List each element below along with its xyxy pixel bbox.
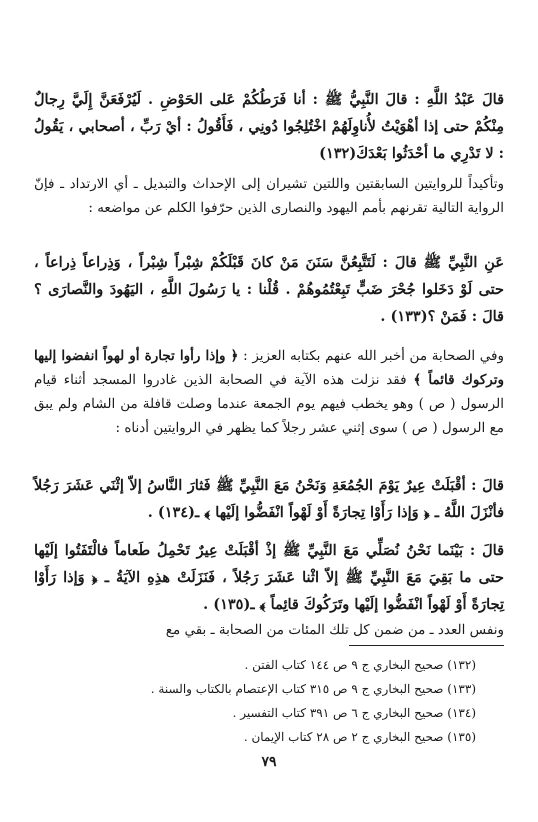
- prose-paragraph-1: وتأكيداً للروايتين السابقتين واللتين تشيران إلى الإحداث والتبديل ـ أي الارتداد ـ فإنّ الرواية التالية تقرنهم بأمم اليهود والنصارى الذين حرّفوا الكلم عن مواضعه :: [34, 176, 504, 216]
- prose-intro: وفي الصحابة من أخبر الله عنهم بكتابه العزيز :: [243, 348, 504, 364]
- page-number: ٧٩: [261, 754, 277, 770]
- hadith-paragraph-4: قالَ : بَيْنَما نَحْنُ نُصَلِّي مَعَ النَّبِيِّ ﷺ إذْ أقْبَلَتْ عِيرٌ تَحْمِلُ طَعاماً فالْتَفَتُوا إلَيْها حتى ما بَقِيَ مَعَ النَّبِيِّ ﷺ إلاّ اثْنا عَشَرَ رَجُلاً ، فَنَزَلَتْ هذِهِ الآيَةُ ـ ﴿ وَإذا رَأَوْا تِجارَةً أَوْ لَهْواً انْفَضُّوا إلَيْها وتَرَكُوكَ قائِماً ﴾ ـ(١٣٥) .: [34, 542, 504, 613]
- quran-quote: ﴿ وإذا رأوا تجارة أو لهواً انفضوا إليها وتركوك قائماً ﴾: [34, 348, 504, 388]
- book-page: [34, 0, 504, 822]
- hadith-paragraph-3: قالَ : أقْبَلَتْ عِيرٌ يَوْمَ الجُمُعَةِ وَنَحْنُ مَعَ النَّبِيِّ ﷺ فَثارَ النَّاسُ إلاّ إثْنَي عَشَرَ رَجُلاً فأنْزَلَ اللَّهُ ـ ﴿ وَإذا رَأَوْا تِجارَةً أَوْ لَهْواً انْفَضُّوا إلَيْها ﴾ ـ(١٣٤) .: [34, 477, 504, 521]
- footnote-135: (١٣٥) صحيح البخاري ج ٢ ص ٢٨ كتاب الإيمان .: [243, 730, 476, 744]
- prose-paragraph-3: ونفس العدد ـ من ضمن كل تلك المئات من الصحابة ـ بقي مع: [165, 622, 504, 638]
- footnote-132: (١٣٢) صحيح البخاري ج ٩ ص ١٤٤ كتاب الفتن .: [244, 658, 476, 672]
- footnote-134: (١٣٤) صحيح البخاري ج ٦ ص ٣٩١ كتاب التفسير .: [232, 706, 476, 720]
- prose-continuation: فقد نزلت هذه الآية في الصحابة الذين غادروا المسجد أثناء قيام الرسول ( ص ) وهو يخطب فيهم يوم الجمعة عندما وصلت قافلة من الشام ولم يبق مع الرسول ( ص ) سوى إثني عشر رجلاً كما يظهر في الروايتين أدناه :: [34, 372, 504, 436]
- hadith-paragraph-1: قالَ عَبْدُ اللَّهِ : قالَ النَّبِيُّ ﷺ : أنا فَرَطُكُمْ عَلى الحَوْضِ . لَيُرْفَعَنَّ إِلَيَّ رِجالٌ مِنْكُمْ حتى إذا أهْوَيْتُ لأُناوِلَهُمْ اخْتُلِجُوا دُونِي ، فَأَقُولُ : أيْ رَبِّ ، أصحابي ، يَقُولُ : لا تَدْرِي ما أحْدَثُوا بَعْدَكَ(١٣٢): [34, 91, 504, 162]
- footnote-133: (١٣٣) صحيح البخاري ج ٩ ص ٣١٥ كتاب الإعتصام بالكتاب والسنة .: [150, 682, 476, 696]
- footnote-divider: [349, 645, 504, 646]
- hadith-paragraph-2: عَنِ النَّبِيِّ ﷺ قالَ : لَتَتَّبِعُنَّ سَنَنَ مَنْ كانَ قَبْلَكُمْ شِبْراً شِبْراً ، وَذِراعاً ذِراعاً ، حتى لَوْ دَخَلوا جُحْرَ ضَبٍّ تَبِعْتُمُوهُمْ . قُلْنا : يا رَسُولَ اللَّهِ ، اليَهُودَ والنَّصارَى ؟ قالَ : فَمَنْ ؟(١٣٣) .: [34, 254, 504, 325]
- prose-paragraph-2: [34, 344, 504, 440]
